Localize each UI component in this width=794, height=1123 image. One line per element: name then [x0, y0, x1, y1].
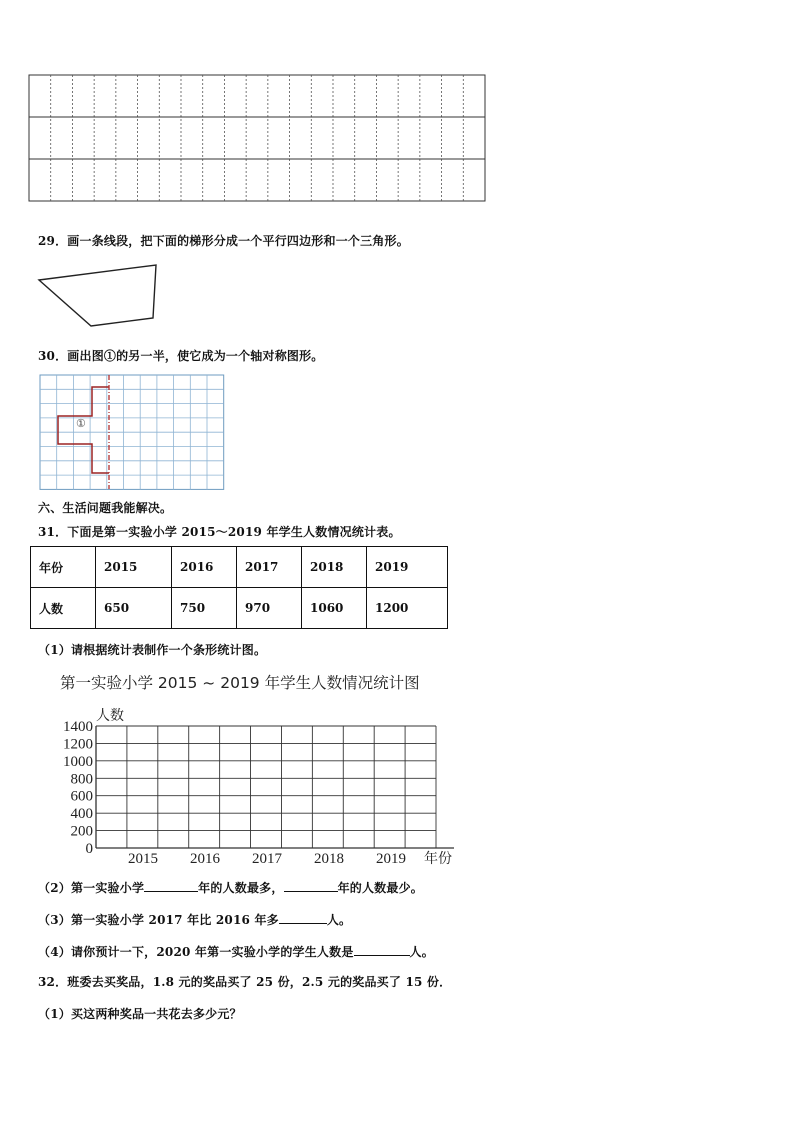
symmetry-grid-figure[interactable] [38, 373, 228, 491]
sub3-text-a: （3）第一实验小学 2017 年比 2016 年多 [38, 913, 279, 927]
table-cell: 2017 [237, 547, 302, 588]
table-cell: 970 [237, 588, 302, 629]
answer-blank-forecast[interactable] [354, 944, 410, 956]
y-tick-label: 400 [70, 806, 93, 823]
table-row-count [31, 588, 448, 629]
table-cell: 1200 [367, 588, 448, 629]
table-cell: 2019 [367, 547, 448, 588]
y-tick-label: 600 [70, 788, 93, 805]
sub2-text-b: 年的人数最多， [198, 881, 284, 895]
x-axis-label: 年份 [424, 852, 452, 867]
answer-blank-most[interactable] [144, 880, 198, 892]
x-tick-label: 2015 [128, 851, 158, 867]
x-tick-label: 2016 [190, 851, 220, 867]
writing-grid[interactable] [28, 74, 488, 204]
table-cell: 2015 [96, 547, 172, 588]
y-tick-label: 200 [70, 823, 93, 840]
table-row-year [31, 547, 448, 588]
table-cell: 年份 [31, 547, 96, 588]
sub3-text-b: 人。 [326, 913, 352, 927]
trapezoid-figure [36, 262, 162, 332]
question-32-sub1: （1）买这两种奖品一共花去多少元？ [38, 1007, 242, 1021]
sub2-text-a: （2）第一实验小学 [38, 881, 145, 895]
section-6-title: 六、生活问题我能解决。 [38, 501, 173, 515]
question-29: 29．画一条线段，把下面的梯形分成一个平行四边形和一个三角形。 [38, 234, 409, 248]
sub2-text-c: 年的人数最少。 [337, 881, 423, 895]
y-axis-label: 人数 [96, 709, 124, 724]
question-32: 32．班委去买奖品，1.8 元的奖品买了 25 份，2.5 元的奖品买了 15 份． [38, 975, 452, 989]
sub4-text-a: （4）请你预计一下，2020 年第一实验小学的学生人数是 [38, 945, 354, 959]
question-31-sub3 [38, 911, 351, 928]
question-31-sub4 [38, 943, 434, 960]
y-tick-label: 1000 [63, 753, 93, 770]
table-cell: 750 [172, 588, 237, 629]
y-tick-label: 0 [85, 841, 93, 857]
x-tick-label: 2018 [314, 851, 344, 867]
y-tick-label: 1200 [63, 736, 93, 753]
question-31-sub2 [38, 879, 423, 896]
chart-title: 第一实验小学 2015 ~ 2019 年学生人数情况统计图 [60, 674, 420, 692]
x-tick-label: 2017 [252, 851, 282, 867]
y-tick-label: 800 [70, 771, 93, 788]
student-count-table [30, 546, 448, 629]
question-31: 31．下面是第一实验小学 2015～2019 年学生人数情况统计表。 [38, 525, 401, 539]
table-cell: 1060 [302, 588, 367, 629]
x-tick-label: 2019 [376, 851, 406, 867]
answer-blank-least[interactable] [284, 880, 338, 892]
table-cell: 2016 [172, 547, 237, 588]
writing-grid-border [29, 75, 485, 201]
table-cell: 2018 [302, 547, 367, 588]
table-cell: 650 [96, 588, 172, 629]
bar-chart[interactable] [50, 700, 470, 870]
question-31-sub1: （1）请根据统计表制作一个条形统计图。 [38, 643, 267, 657]
question-30: 30．画出图①的另一半，使它成为一个轴对称图形。 [38, 349, 324, 363]
table-cell: 人数 [31, 588, 96, 629]
y-tick-label: 1400 [63, 719, 93, 735]
answer-blank-difference[interactable] [279, 912, 327, 924]
figure-label: ① [76, 418, 86, 430]
sub4-text-b: 人。 [409, 945, 434, 959]
